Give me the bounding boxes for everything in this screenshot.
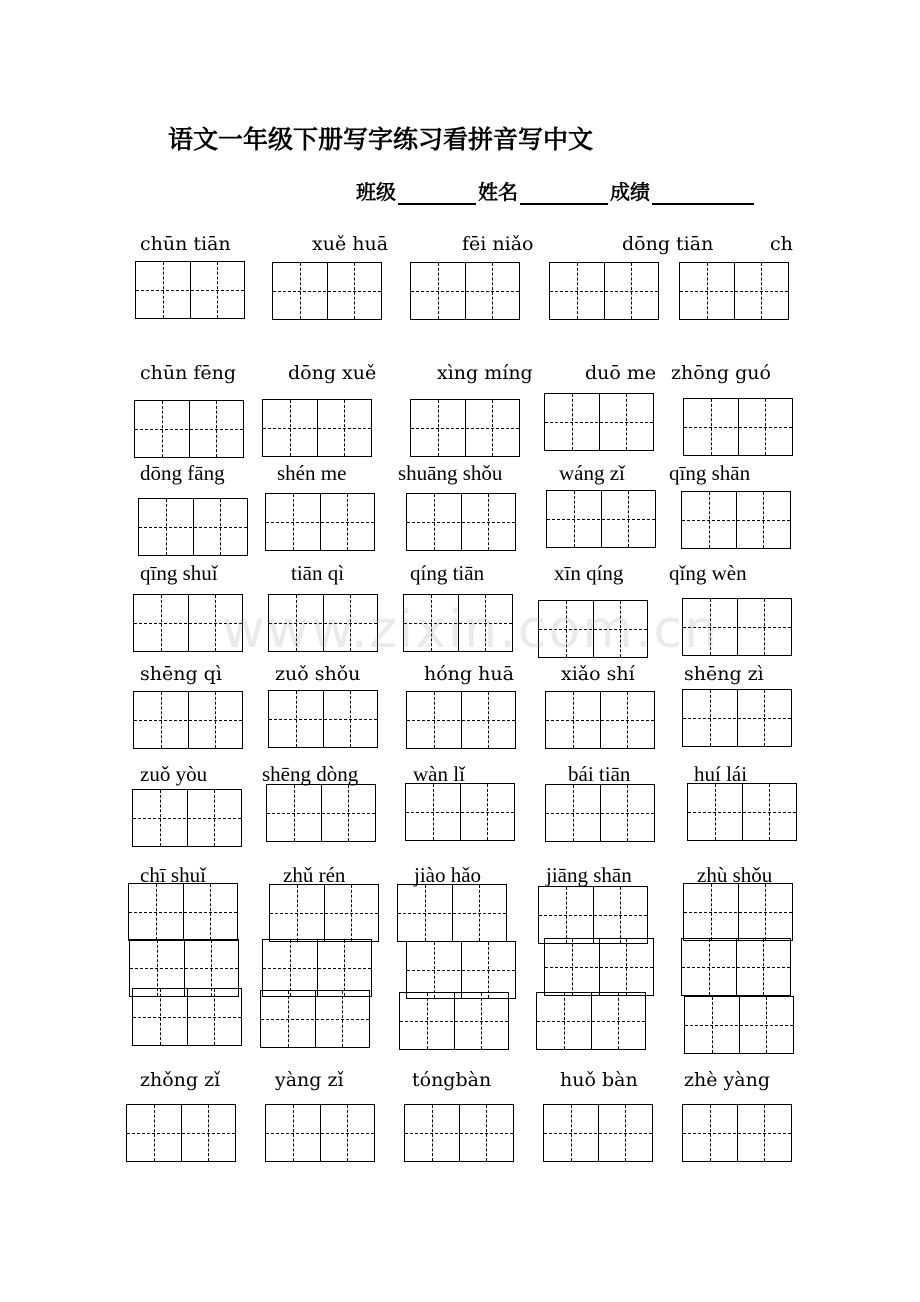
pinyin-label: ch [770, 233, 793, 255]
writing-box[interactable] [262, 939, 372, 997]
pinyin-label: qǐng wèn [669, 561, 747, 585]
writing-box[interactable] [544, 393, 654, 451]
writing-box[interactable] [406, 941, 516, 999]
student-info [356, 176, 756, 205]
pinyin-label: xiǎo shí [561, 663, 635, 685]
pinyin-label: zhōng guó [671, 362, 771, 384]
writing-box[interactable] [135, 261, 245, 319]
writing-box[interactable] [545, 784, 655, 842]
writing-box[interactable] [265, 1104, 375, 1162]
pinyin-label: shēng zì [684, 663, 764, 685]
writing-box[interactable] [406, 493, 516, 551]
writing-box[interactable] [684, 996, 794, 1054]
writing-box[interactable] [410, 262, 520, 320]
pinyin-label: wáng zǐ [559, 461, 625, 485]
writing-box[interactable] [260, 990, 370, 1048]
score-blank[interactable] [652, 179, 754, 205]
pinyin-label: xuě huā [312, 233, 389, 255]
writing-box[interactable] [543, 1104, 653, 1162]
class-label: 班级 [356, 180, 396, 204]
watermark: www.zixin.com.cn [222, 600, 719, 660]
writing-box[interactable] [262, 399, 372, 457]
writing-box[interactable] [138, 498, 248, 556]
pinyin-label: qīng shuǐ [140, 561, 218, 585]
writing-box[interactable] [681, 491, 791, 549]
writing-box[interactable] [536, 992, 646, 1050]
pinyin-label: shuāng shǒu [398, 461, 503, 485]
writing-box[interactable] [405, 783, 515, 841]
score-label: 成绩 [610, 180, 650, 204]
pinyin-label: bái tiān [568, 762, 631, 786]
pinyin-label: qíng tiān [410, 561, 485, 585]
writing-box[interactable] [683, 398, 793, 456]
name-label: 姓名 [478, 180, 518, 204]
pinyin-label: zhè yàng [684, 1069, 770, 1091]
pinyin-label: zhǔ rén [283, 863, 346, 887]
page-title: 语文一年级下册写字练习看拼音写中文 [168, 125, 594, 154]
writing-box[interactable] [679, 262, 789, 320]
pinyin-label: shēng qì [140, 663, 222, 685]
writing-box[interactable] [682, 1104, 792, 1162]
writing-box[interactable] [544, 938, 654, 996]
writing-box[interactable] [545, 691, 655, 749]
writing-box[interactable] [126, 1104, 236, 1162]
pinyin-label: duō me [585, 362, 657, 384]
writing-box[interactable] [132, 789, 242, 847]
pinyin-label: jiào hǎo [414, 863, 482, 887]
pinyin-label: zhù shǒu [697, 863, 773, 887]
pinyin-label: dōng tiān [622, 233, 714, 255]
writing-box[interactable] [406, 691, 516, 749]
pinyin-label: tiān qì [291, 561, 345, 585]
pinyin-label: shén me [277, 461, 347, 485]
writing-box[interactable] [404, 1104, 514, 1162]
pinyin-label: chūn fēng [140, 362, 237, 384]
pinyin-label: dōng fāng [140, 461, 225, 485]
pinyin-label: zhǒng zǐ [140, 1069, 221, 1091]
writing-box[interactable] [687, 783, 797, 841]
pinyin-label: wàn lǐ [413, 762, 465, 786]
writing-box[interactable] [399, 992, 509, 1050]
writing-box[interactable] [549, 262, 659, 320]
pinyin-label: yàng zǐ [275, 1069, 344, 1091]
pinyin-label: tóngbàn [412, 1069, 492, 1091]
writing-box[interactable] [269, 884, 379, 942]
writing-box[interactable] [538, 886, 648, 944]
writing-box[interactable] [683, 883, 793, 941]
pinyin-label: qīng shān [669, 461, 751, 485]
pinyin-label: zuǒ shǒu [275, 663, 361, 685]
pinyin-label: huí lái [694, 762, 748, 786]
writing-box[interactable] [681, 938, 791, 996]
pinyin-label: xīn qíng [554, 561, 624, 585]
writing-box[interactable] [266, 784, 376, 842]
pinyin-label: hóng huā [424, 663, 514, 685]
pinyin-label: chūn tiān [140, 233, 231, 255]
writing-box[interactable] [133, 691, 243, 749]
name-blank[interactable] [520, 179, 608, 205]
pinyin-label: jiāng shān [546, 863, 632, 887]
writing-box[interactable] [682, 689, 792, 747]
class-blank[interactable] [398, 179, 476, 205]
writing-box[interactable] [268, 690, 378, 748]
writing-box[interactable] [134, 400, 244, 458]
writing-box[interactable] [410, 399, 520, 457]
pinyin-label: fēi niǎo [462, 233, 534, 255]
pinyin-label: chī shuǐ [140, 863, 206, 887]
writing-box[interactable] [128, 883, 238, 941]
pinyin-label: shēng dòng [262, 762, 359, 786]
writing-box[interactable] [132, 988, 242, 1046]
writing-box[interactable] [397, 884, 507, 942]
writing-box[interactable] [546, 490, 656, 548]
pinyin-label: xìng míng [437, 362, 533, 384]
pinyin-label: dōng xuě [288, 362, 377, 384]
pinyin-label: zuǒ yòu [140, 762, 208, 786]
writing-box[interactable] [272, 262, 382, 320]
writing-box[interactable] [265, 493, 375, 551]
pinyin-label: huǒ bàn [560, 1069, 638, 1091]
